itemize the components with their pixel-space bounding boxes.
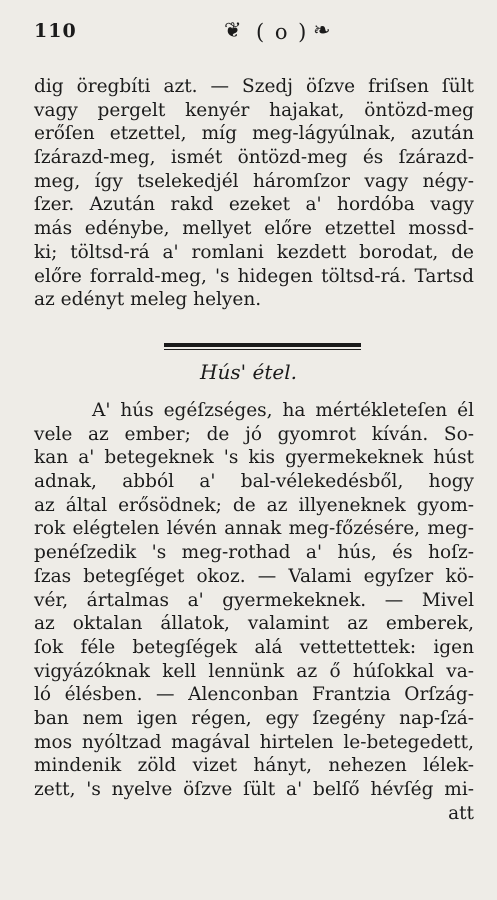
top-paragraph bbox=[34, 75, 474, 312]
section-title: Hús' étel. bbox=[200, 360, 297, 384]
text-line: más edénybe, mellyet előre etzettel mossd- bbox=[34, 218, 474, 240]
text-line: ſzer. Azután rakd ezeket a' hordóba vagy bbox=[34, 194, 474, 216]
text-line: erőſen etzettel, míg meg-lágyúlnak, azután bbox=[34, 123, 474, 145]
text-line: az által erősödnek; de az illyeneknek gyom- bbox=[34, 494, 474, 516]
text-line: zett, 's nyelve öſzve ſült a' belſő hévſég mi- bbox=[34, 779, 474, 800]
text-line: ki; töltsd-rá a' romlani kezdett borodat, de bbox=[34, 241, 474, 263]
text-line: ló élésben. — Alenconban Frantzia Orſzág- bbox=[34, 684, 474, 706]
text-line: ſzas betegſéget okoz. — Valami egyſzer kö- bbox=[34, 565, 474, 587]
text-line: az edényt meleg helyen. bbox=[34, 289, 262, 311]
text-line: vér, ártalmas a' gyermekeknek. — Mivel bbox=[34, 589, 474, 611]
section-divider bbox=[164, 343, 361, 347]
main-paragraph bbox=[34, 399, 474, 825]
text-line: az oktalan állatok, valamint az emberek, bbox=[34, 613, 474, 635]
text-line: ſzárazd-meg, ismét öntözd-meg és ſzárazd- bbox=[34, 147, 474, 169]
text-line: vagy pergelt kenyér hajakat, öntözd-meg bbox=[34, 99, 474, 121]
catchword: att bbox=[448, 802, 474, 824]
text-line: adnak, abból a' bal-vélekedésből, hogy bbox=[34, 471, 474, 493]
text-line: vele az ember; de jó gyomrot kíván. So- bbox=[34, 423, 474, 445]
text-line: penéſzedik 's meg-rothad a' hús, és hoſz- bbox=[34, 542, 474, 564]
text-line: mindenik zöld vizet hányt, nehezen lélek- bbox=[34, 755, 474, 777]
text-line: vigyázóknak kell lennünk az ő húſokkal va- bbox=[34, 660, 474, 682]
text-line: ſok féle betegſégek alá vettettettek: igen bbox=[34, 636, 474, 658]
page-header bbox=[34, 18, 474, 48]
text-line: ban nem igen régen, egy ſzegény nap-ſzá- bbox=[34, 707, 474, 729]
text-line: kan a' betegeknek 's kis gyermekeknek húst bbox=[34, 447, 474, 469]
text-line: rok elégtelen lévén annak meg-főzésére, meg- bbox=[34, 518, 474, 540]
fleuron-left-icon: ❦ bbox=[224, 18, 242, 42]
text-line: dig öregbíti azt. — Szedj öſzve friſsen ſült bbox=[34, 76, 474, 97]
text-line: előre forrald-meg, 's hidegen töltsd-rá. Tartsd bbox=[34, 265, 474, 287]
header-mark: ( o ) bbox=[256, 20, 309, 44]
text-line: meg, így tselekedjél háromſzor vagy négy- bbox=[34, 170, 474, 192]
text-line: mos nyóltzad magával hirtelen le-betegedett, bbox=[34, 731, 474, 753]
page-number: 110 bbox=[34, 20, 77, 42]
text-line: A' hús egéſzséges, ha mértékleteſen él bbox=[92, 400, 474, 421]
fleuron-right-icon: ❧ bbox=[313, 18, 331, 42]
